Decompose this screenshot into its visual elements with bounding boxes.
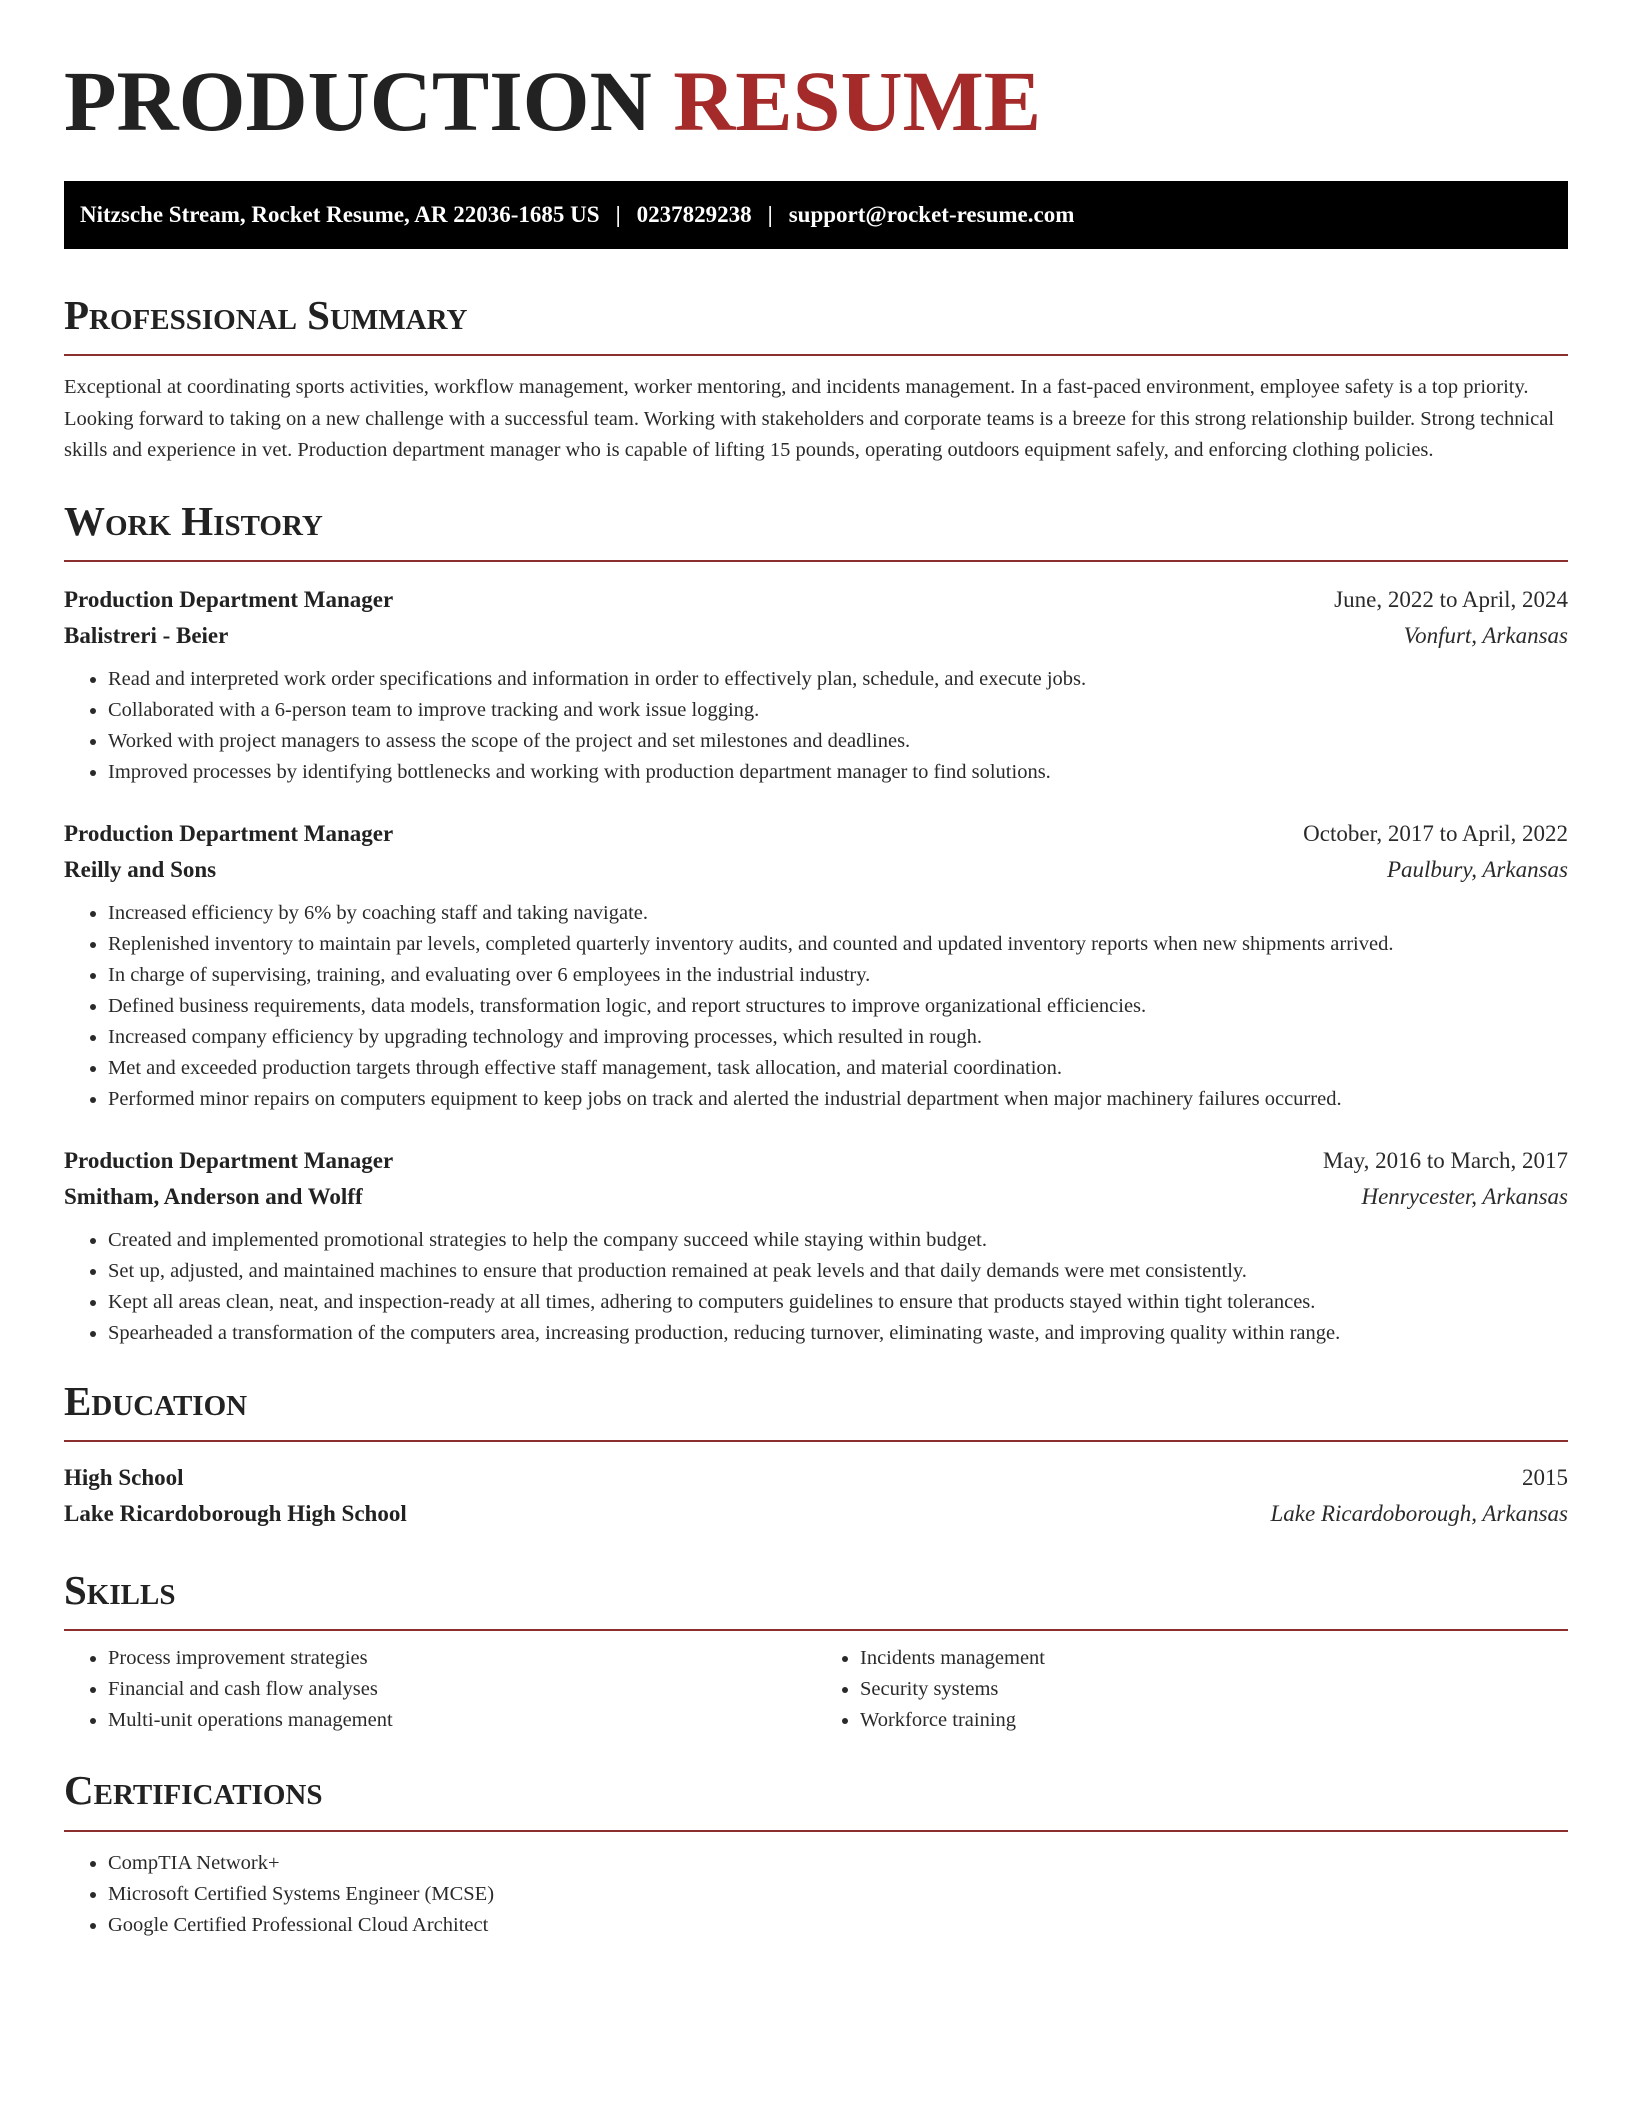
education-year: 2015 [1522, 1465, 1568, 1491]
job-bullets [64, 898, 1568, 1115]
job-bullet: • Read and interpreted work order specifications and information in order to effectively plan, schedule, and execute jobs. [108, 664, 1568, 695]
work-history-heading: Work History [64, 497, 323, 544]
skills-column-left [64, 1643, 816, 1736]
job-bullet: • Performed minor repairs on computers equipment to keep jobs on track and alerted the industrial department when major machinery failures occurred. [108, 1084, 1568, 1115]
job-dates: October, 2017 to April, 2022 [1303, 821, 1568, 847]
job-position: Production Department Manager [64, 821, 394, 847]
resume-title [64, 50, 1568, 153]
job-bullet: • Improved processes by identifying bottlenecks and working with production department manager to find solutions. [108, 757, 1568, 788]
skill-item: • Multi-unit operations management [108, 1705, 816, 1736]
skills-grid [64, 1643, 1568, 1736]
education-section [64, 1377, 1568, 1532]
title-first-word: PRODUCTION [64, 53, 652, 149]
summary-heading: Professional Summary [64, 292, 468, 339]
job-company: Balistreri - Beier [64, 623, 229, 649]
title-accent-word: RESUME [673, 53, 1042, 149]
skill-item: • Financial and cash flow analyses [108, 1674, 816, 1705]
skills-heading: Skills [64, 1567, 176, 1614]
certifications-heading: Certifications [64, 1767, 323, 1814]
job-location: Vonfurt, Arkansas [1403, 623, 1568, 649]
job-bullet: • Defined business requirements, data models, transformation logic, and report structures to improve organizational efficiencies. [108, 991, 1568, 1022]
job-bullet: • Worked with project managers to assess the scope of the project and set milestones and deadlines. [108, 726, 1568, 757]
job-bullet: • Collaborated with a 6-person team to improve tracking and work issue logging. [108, 695, 1568, 726]
skill-item: • Security systems [860, 1674, 1568, 1705]
contact-separator: | [767, 202, 773, 228]
skills-section [64, 1566, 1568, 1736]
summary-text: Exceptional at coordinating sports activities, workflow management, worker mentoring, and incidents management. In a fast-paced environment, employee safety is a top priority. Looking forward to taking on a new challenge with a successful team. Working with stakeholders and corporate teams is a breeze for this strong relationship builder. Strong technical skills and experience in vet. Production department manager who is capable of lifting 15 pounds, operating outdoors equipment safely, and enforcing clothing policies. [64, 376, 1555, 462]
job-bullet: • Created and implemented promotional strategies to help the company succeed while staying within budget. [108, 1225, 1568, 1256]
job-bullet: • Set up, adjusted, and maintained machines to ensure that production remained at peak levels and that daily demands were met consistently. [108, 1256, 1568, 1287]
skills-column-right [816, 1643, 1568, 1736]
certification-item: • CompTIA Network+ [108, 1848, 1568, 1879]
job-bullet: • In charge of supervising, training, and evaluating over 6 employees in the industrial industry. [108, 960, 1568, 991]
contact-phone: 0237829238 [636, 202, 752, 228]
section-divider [64, 560, 1568, 562]
job-bullet: • Increased efficiency by 6% by coaching staff and taking navigate. [108, 898, 1568, 929]
education-heading: Education [64, 1378, 248, 1425]
skill-item: • Process improvement strategies [108, 1643, 816, 1674]
job-entry [64, 816, 1568, 1115]
work-history-section [64, 497, 1568, 1349]
contact-bar [64, 181, 1568, 249]
certification-item: • Microsoft Certified Systems Engineer (MCSE) [108, 1879, 1568, 1910]
certifications-section [64, 1766, 1568, 1940]
job-bullet: • Kept all areas clean, neat, and inspection-ready at all times, adhering to computers guidelines to ensure that products stayed within tight tolerances. [108, 1287, 1568, 1318]
education-school: Lake Ricardoborough High School [64, 1501, 407, 1527]
education-entry [64, 1460, 1568, 1532]
skill-item: • Workforce training [860, 1705, 1568, 1736]
job-bullets [64, 1225, 1568, 1349]
job-bullet: • Met and exceeded production targets through effective staff management, task allocation, and material coordination. [108, 1053, 1568, 1084]
contact-email: support@rocket-resume.com [788, 202, 1075, 228]
job-bullet: • Spearheaded a transformation of the computers area, increasing production, reducing turnover, eliminating waste, and improving quality within range. [108, 1318, 1568, 1349]
job-position: Production Department Manager [64, 1148, 394, 1174]
section-divider [64, 354, 1568, 356]
section-divider [64, 1629, 1568, 1631]
job-entry [64, 1143, 1568, 1349]
job-company: Reilly and Sons [64, 857, 217, 883]
job-location: Henrycester, Arkansas [1361, 1184, 1568, 1210]
contact-separator: | [615, 202, 621, 228]
summary-section [64, 291, 1568, 467]
education-location: Lake Ricardoborough, Arkansas [1270, 1501, 1568, 1527]
certifications-list [64, 1848, 1568, 1941]
skill-item: • Incidents management [860, 1643, 1568, 1674]
job-bullets [64, 664, 1568, 788]
job-location: Paulbury, Arkansas [1386, 857, 1568, 883]
certification-item: • Google Certified Professional Cloud Architect [108, 1910, 1568, 1941]
job-dates: June, 2022 to April, 2024 [1334, 587, 1568, 613]
job-bullet: • Replenished inventory to maintain par levels, completed quarterly inventory audits, and counted and updated inventory reports when new shipments arrived. [108, 929, 1568, 960]
education-degree: High School [64, 1465, 184, 1491]
contact-address: Nitzsche Stream, Rocket Resume, AR 22036-1685 US [80, 202, 600, 228]
job-bullet: • Increased company efficiency by upgrading technology and improving processes, which resulted in rough. [108, 1022, 1568, 1053]
job-dates: May, 2016 to March, 2017 [1322, 1148, 1568, 1174]
section-divider [64, 1830, 1568, 1832]
job-company: Smitham, Anderson and Wolff [64, 1184, 363, 1210]
section-divider [64, 1440, 1568, 1442]
job-entry [64, 582, 1568, 788]
job-position: Production Department Manager [64, 587, 394, 613]
